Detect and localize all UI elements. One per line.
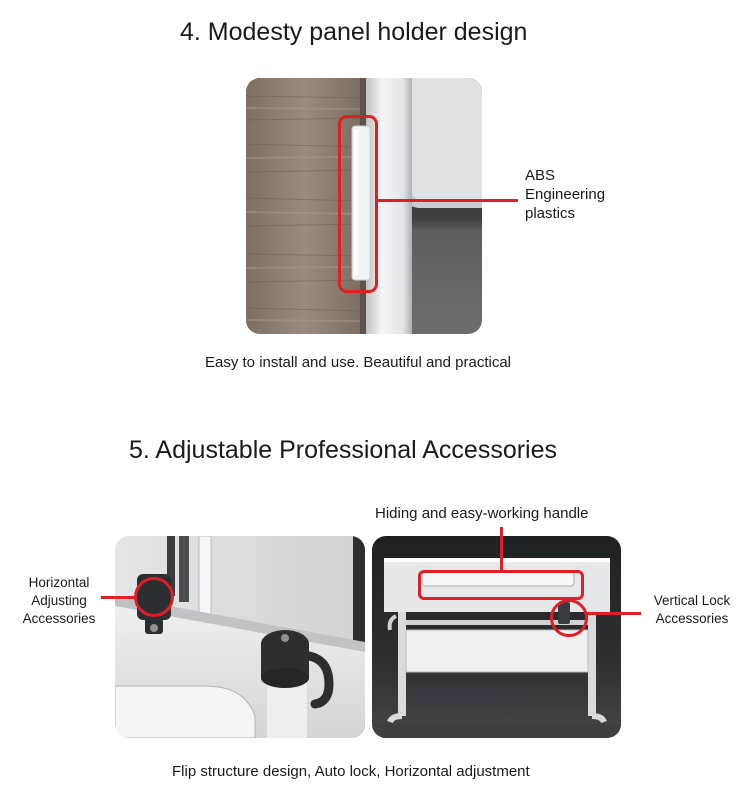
horizontal-adjusting-highlight [134, 577, 174, 617]
handle-vertical-lock-photo [372, 536, 621, 738]
abs-callout-line-3: plastics [525, 205, 576, 222]
handle-callout-line [500, 527, 503, 572]
handle-highlight-box [418, 570, 584, 600]
section-4-caption: Easy to install and use. Beautiful and practical [205, 354, 512, 371]
horizontal-adjusting-label [8, 574, 110, 628]
vertical-lock-label-line-1: Vertical Lock [653, 593, 731, 608]
abs-callout-label [525, 166, 605, 223]
handle-vertical-lock-illustration [372, 536, 621, 738]
vertical-lock-label [642, 592, 742, 628]
section-5-title: 5. Adjustable Professional Accessories [129, 436, 558, 464]
horizontal-adjusting-label-line-1: Horizontal [28, 575, 90, 590]
horizontal-adjusting-photo [115, 536, 365, 738]
horizontal-adjusting-illustration [115, 536, 365, 738]
handle-label: Hiding and easy-working handle [375, 505, 589, 522]
vertical-lock-highlight [550, 599, 588, 637]
abs-callout-line-2: Engineering [525, 186, 606, 203]
vertical-lock-callout-line [587, 612, 641, 615]
horizontal-adjusting-label-line-2: Adjusting [31, 593, 87, 608]
vertical-lock-label-line-2: Accessories [655, 611, 729, 626]
section-4-title: 4. Modesty panel holder design [180, 18, 528, 46]
horizontal-adjusting-label-line-3: Accessories [22, 611, 96, 626]
abs-callout-line [378, 199, 518, 202]
section-5-caption: Flip structure design, Auto lock, Horizontal adjustment [172, 763, 530, 780]
abs-clip-highlight-box [338, 115, 378, 293]
abs-callout-line-1: ABS [525, 167, 556, 184]
